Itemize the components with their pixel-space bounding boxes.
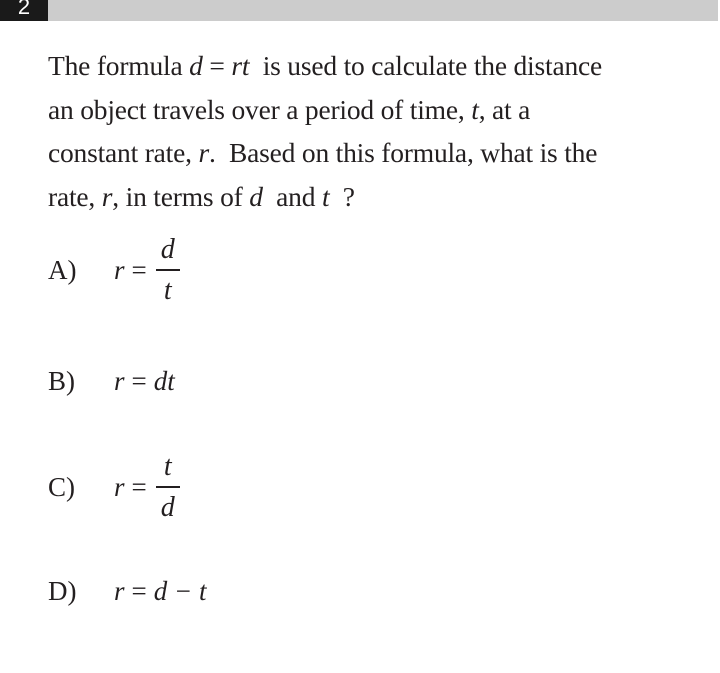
choice-b[interactable] — [48, 366, 175, 397]
math-variable: t — [321, 180, 330, 212]
math-variable: r — [101, 180, 113, 212]
expr-operator: = — [131, 472, 147, 502]
stem-text: rate, — [48, 180, 102, 212]
expr-rhs: d − t — [153, 576, 207, 606]
choice-expression — [114, 453, 180, 522]
fraction — [156, 453, 180, 522]
header-bar — [48, 0, 718, 21]
choice-letter: B) — [48, 366, 75, 396]
question-header — [0, 0, 720, 21]
stem-text: an object travels over a period of time, — [48, 93, 472, 125]
stem-line — [48, 131, 720, 175]
stem-text: , in terms of — [112, 180, 250, 212]
choice-expression — [114, 236, 180, 305]
question-number-badge: 2 — [0, 0, 48, 21]
choice-c[interactable] — [48, 453, 180, 522]
expr-lhs: r — [114, 472, 125, 502]
fraction-numerator: d — [160, 234, 175, 265]
choice-letter: A) — [48, 255, 77, 285]
expr-lhs: r — [114, 366, 125, 396]
choice-letter: C) — [48, 472, 75, 502]
math-variable: t — [471, 93, 479, 125]
expr-rhs: dt — [153, 366, 175, 396]
fraction-denominator: t — [163, 275, 172, 306]
fraction-denominator: d — [160, 492, 175, 523]
choice-d[interactable] — [48, 576, 206, 607]
stem-text: ? — [329, 180, 355, 212]
stem-text: constant rate, — [48, 137, 199, 168]
stem-text: . Based on this formula, what is the — [209, 137, 598, 168]
choice-expression — [114, 576, 206, 607]
math-variable: r — [198, 137, 209, 168]
stem-text: and — [262, 180, 322, 212]
expr-operator: = — [131, 255, 147, 285]
expr-lhs: r — [114, 255, 125, 285]
expr-operator: = — [131, 366, 147, 396]
expr-operator: = — [131, 576, 147, 606]
math-variable: rt — [231, 50, 250, 81]
fraction-bar — [156, 269, 180, 271]
choice-expression — [114, 366, 175, 397]
choice-letter: D) — [48, 576, 77, 606]
stem-text: The formula — [48, 50, 190, 81]
stem-text: is used to calculate the distance — [249, 50, 603, 81]
math-variable: d — [189, 50, 203, 81]
math-variable: d — [249, 180, 263, 212]
expr-lhs: r — [114, 576, 125, 606]
stem-text: = — [202, 50, 232, 81]
stem-line — [48, 88, 720, 132]
fraction-bar — [156, 486, 180, 488]
stem-text: , at a — [478, 93, 531, 125]
fraction-numerator: t — [163, 451, 172, 482]
choice-a[interactable] — [48, 236, 180, 305]
stem-line — [48, 175, 720, 219]
question-stem — [48, 44, 720, 218]
stem-line — [48, 44, 720, 88]
fraction — [156, 236, 180, 305]
